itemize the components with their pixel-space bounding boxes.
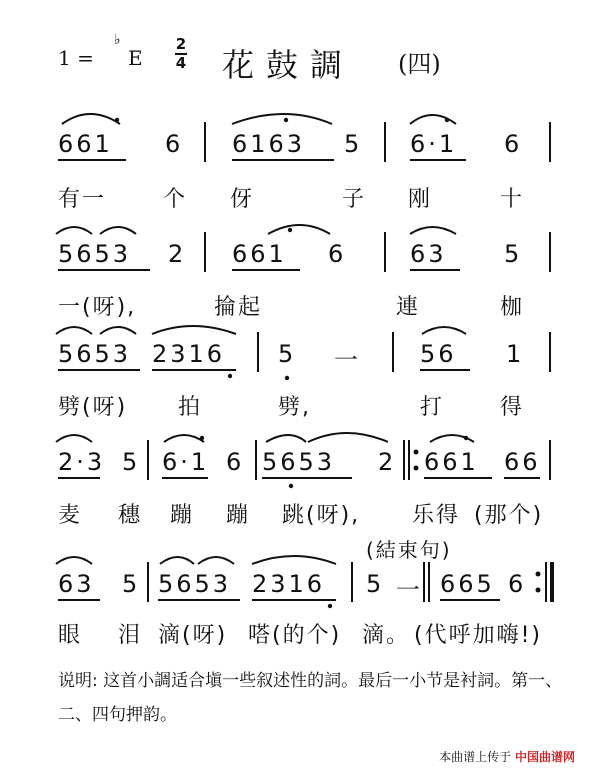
row2-lyric: 一(呀), xyxy=(58,295,137,320)
row1-note: 6163 xyxy=(232,130,306,158)
row5-lyric: (代呼加嗨!) xyxy=(414,623,542,648)
octave-dot xyxy=(289,484,293,488)
row5-lyric: 滴。 xyxy=(362,623,411,648)
row3-lyric: 打 xyxy=(420,395,445,420)
row5-note: 5653 xyxy=(158,570,232,598)
slur xyxy=(252,556,336,564)
row1-note: 6·1 xyxy=(410,130,458,158)
octave-dot xyxy=(445,118,449,122)
slur xyxy=(232,114,332,124)
octave-dot xyxy=(464,436,468,440)
row4-note: 5653 xyxy=(262,448,336,476)
row3-lyric: 得 xyxy=(500,395,525,420)
row5-lyric: 眼 xyxy=(58,623,83,648)
slur xyxy=(56,227,92,234)
row2-note: 6 xyxy=(328,240,347,268)
row2-note: 2 xyxy=(168,240,187,268)
row4-lyric: 蹦 xyxy=(170,503,195,528)
slur xyxy=(56,557,92,564)
time-signature-top: 2 xyxy=(175,35,187,53)
key-signature-note: E xyxy=(128,46,143,70)
row1-lyric: 十 xyxy=(500,187,525,212)
ending-annotation: (結束句) xyxy=(366,538,452,562)
repeat-dot xyxy=(414,450,419,455)
song-title: 花鼓調 xyxy=(222,46,355,84)
slur xyxy=(268,225,330,234)
row2-note: 661 xyxy=(232,240,287,268)
row4-lyric: 跳(呀), xyxy=(282,503,361,528)
slur xyxy=(100,227,136,234)
slur xyxy=(100,327,136,334)
octave-dot xyxy=(228,374,232,378)
row3-note: 2316 xyxy=(152,340,226,368)
slur xyxy=(164,435,204,442)
repeat-dot xyxy=(414,466,419,471)
octave-dot xyxy=(328,604,332,608)
row5-note: 一 xyxy=(396,576,423,604)
octave-dot xyxy=(285,376,289,380)
repeat-dot xyxy=(536,572,541,577)
row4-note: 6·1 xyxy=(162,448,210,476)
row4-note: 66 xyxy=(504,448,541,476)
flat-symbol: ♭ xyxy=(114,32,121,48)
row4-lyric: 蹦 xyxy=(226,503,251,528)
row4-note: 661 xyxy=(424,448,479,476)
row3-note: 56 xyxy=(420,340,457,368)
upload-credit-prefix: 本曲谱上传于 xyxy=(439,750,512,764)
explanation-note: 说明: 这首小調适合塡一些叙述性的詞。最后一小节是衬詞。第一、二、四句押韵。 xyxy=(58,671,563,725)
row4-lyric: (那个) xyxy=(474,503,544,528)
octave-dot xyxy=(200,436,204,440)
row3-note: 5653 xyxy=(58,340,132,368)
row4-lyric: 麦 xyxy=(58,503,83,528)
row2-note: 5 xyxy=(504,240,523,268)
slur xyxy=(56,435,92,442)
row1-lyric: 有一 xyxy=(58,187,107,212)
slur xyxy=(152,326,236,334)
slur xyxy=(308,433,388,442)
row4-note: 5 xyxy=(122,448,141,476)
row1-note: 5 xyxy=(344,130,363,158)
row2-note: 63 xyxy=(410,240,447,268)
slur xyxy=(266,435,306,442)
row2-lyric: 掄起 xyxy=(214,295,263,320)
slur xyxy=(62,114,120,124)
octave-dot xyxy=(284,118,288,122)
row5-note: 665 xyxy=(440,570,495,598)
row5-note: 5 xyxy=(122,570,141,598)
row1-note: 6 xyxy=(165,130,184,158)
octave-dot xyxy=(288,228,292,232)
row5-note: 5 xyxy=(366,570,385,598)
slur xyxy=(198,557,234,564)
row3-note: 5 xyxy=(278,340,297,368)
slur xyxy=(160,557,194,564)
row3-lyric: 拍 xyxy=(178,395,203,420)
row2-lyric: 枷 xyxy=(500,295,525,320)
row2-lyric: 連 xyxy=(396,295,421,320)
row1-note: 6 xyxy=(504,130,523,158)
row4-lyric: 穗 xyxy=(118,503,143,528)
key-signature-prefix: 1 = xyxy=(58,46,94,70)
row1-lyric: 伢 xyxy=(230,187,255,212)
song-number: (四) xyxy=(398,50,441,78)
row1-lyric: 个 xyxy=(163,187,188,212)
row1-note: 661 xyxy=(58,130,113,158)
time-signature-bottom: 4 xyxy=(175,54,187,72)
row2-note: 5653 xyxy=(58,240,132,268)
row5-lyric: 滴(呀) xyxy=(158,623,228,648)
row4-note: 2·3 xyxy=(58,448,106,476)
row3-note: 1 xyxy=(506,340,525,368)
octave-dot xyxy=(115,118,119,122)
slur xyxy=(422,327,466,334)
row3-lyric: 劈, xyxy=(278,395,311,420)
repeat-dot xyxy=(536,588,541,593)
row4-note: 2 xyxy=(378,448,397,476)
row3-lyric: 劈(呀) xyxy=(58,395,128,420)
row5-lyric: 泪 xyxy=(118,623,143,648)
row5-lyric: 嗒(的个) xyxy=(248,623,342,648)
row3-note: 一 xyxy=(334,346,361,374)
row4-lyric: 乐得 xyxy=(412,503,461,528)
site-brand: 中国曲谱网 xyxy=(514,750,575,764)
row5-note: 6 xyxy=(508,570,527,598)
row5-note: 2316 xyxy=(252,570,326,598)
slur xyxy=(410,227,456,234)
row1-lyric: 子 xyxy=(342,187,367,212)
row4-note: 6 xyxy=(226,448,245,476)
row1-lyric: 刚 xyxy=(408,187,433,212)
row5-note: 63 xyxy=(58,570,95,598)
slur xyxy=(56,327,92,334)
